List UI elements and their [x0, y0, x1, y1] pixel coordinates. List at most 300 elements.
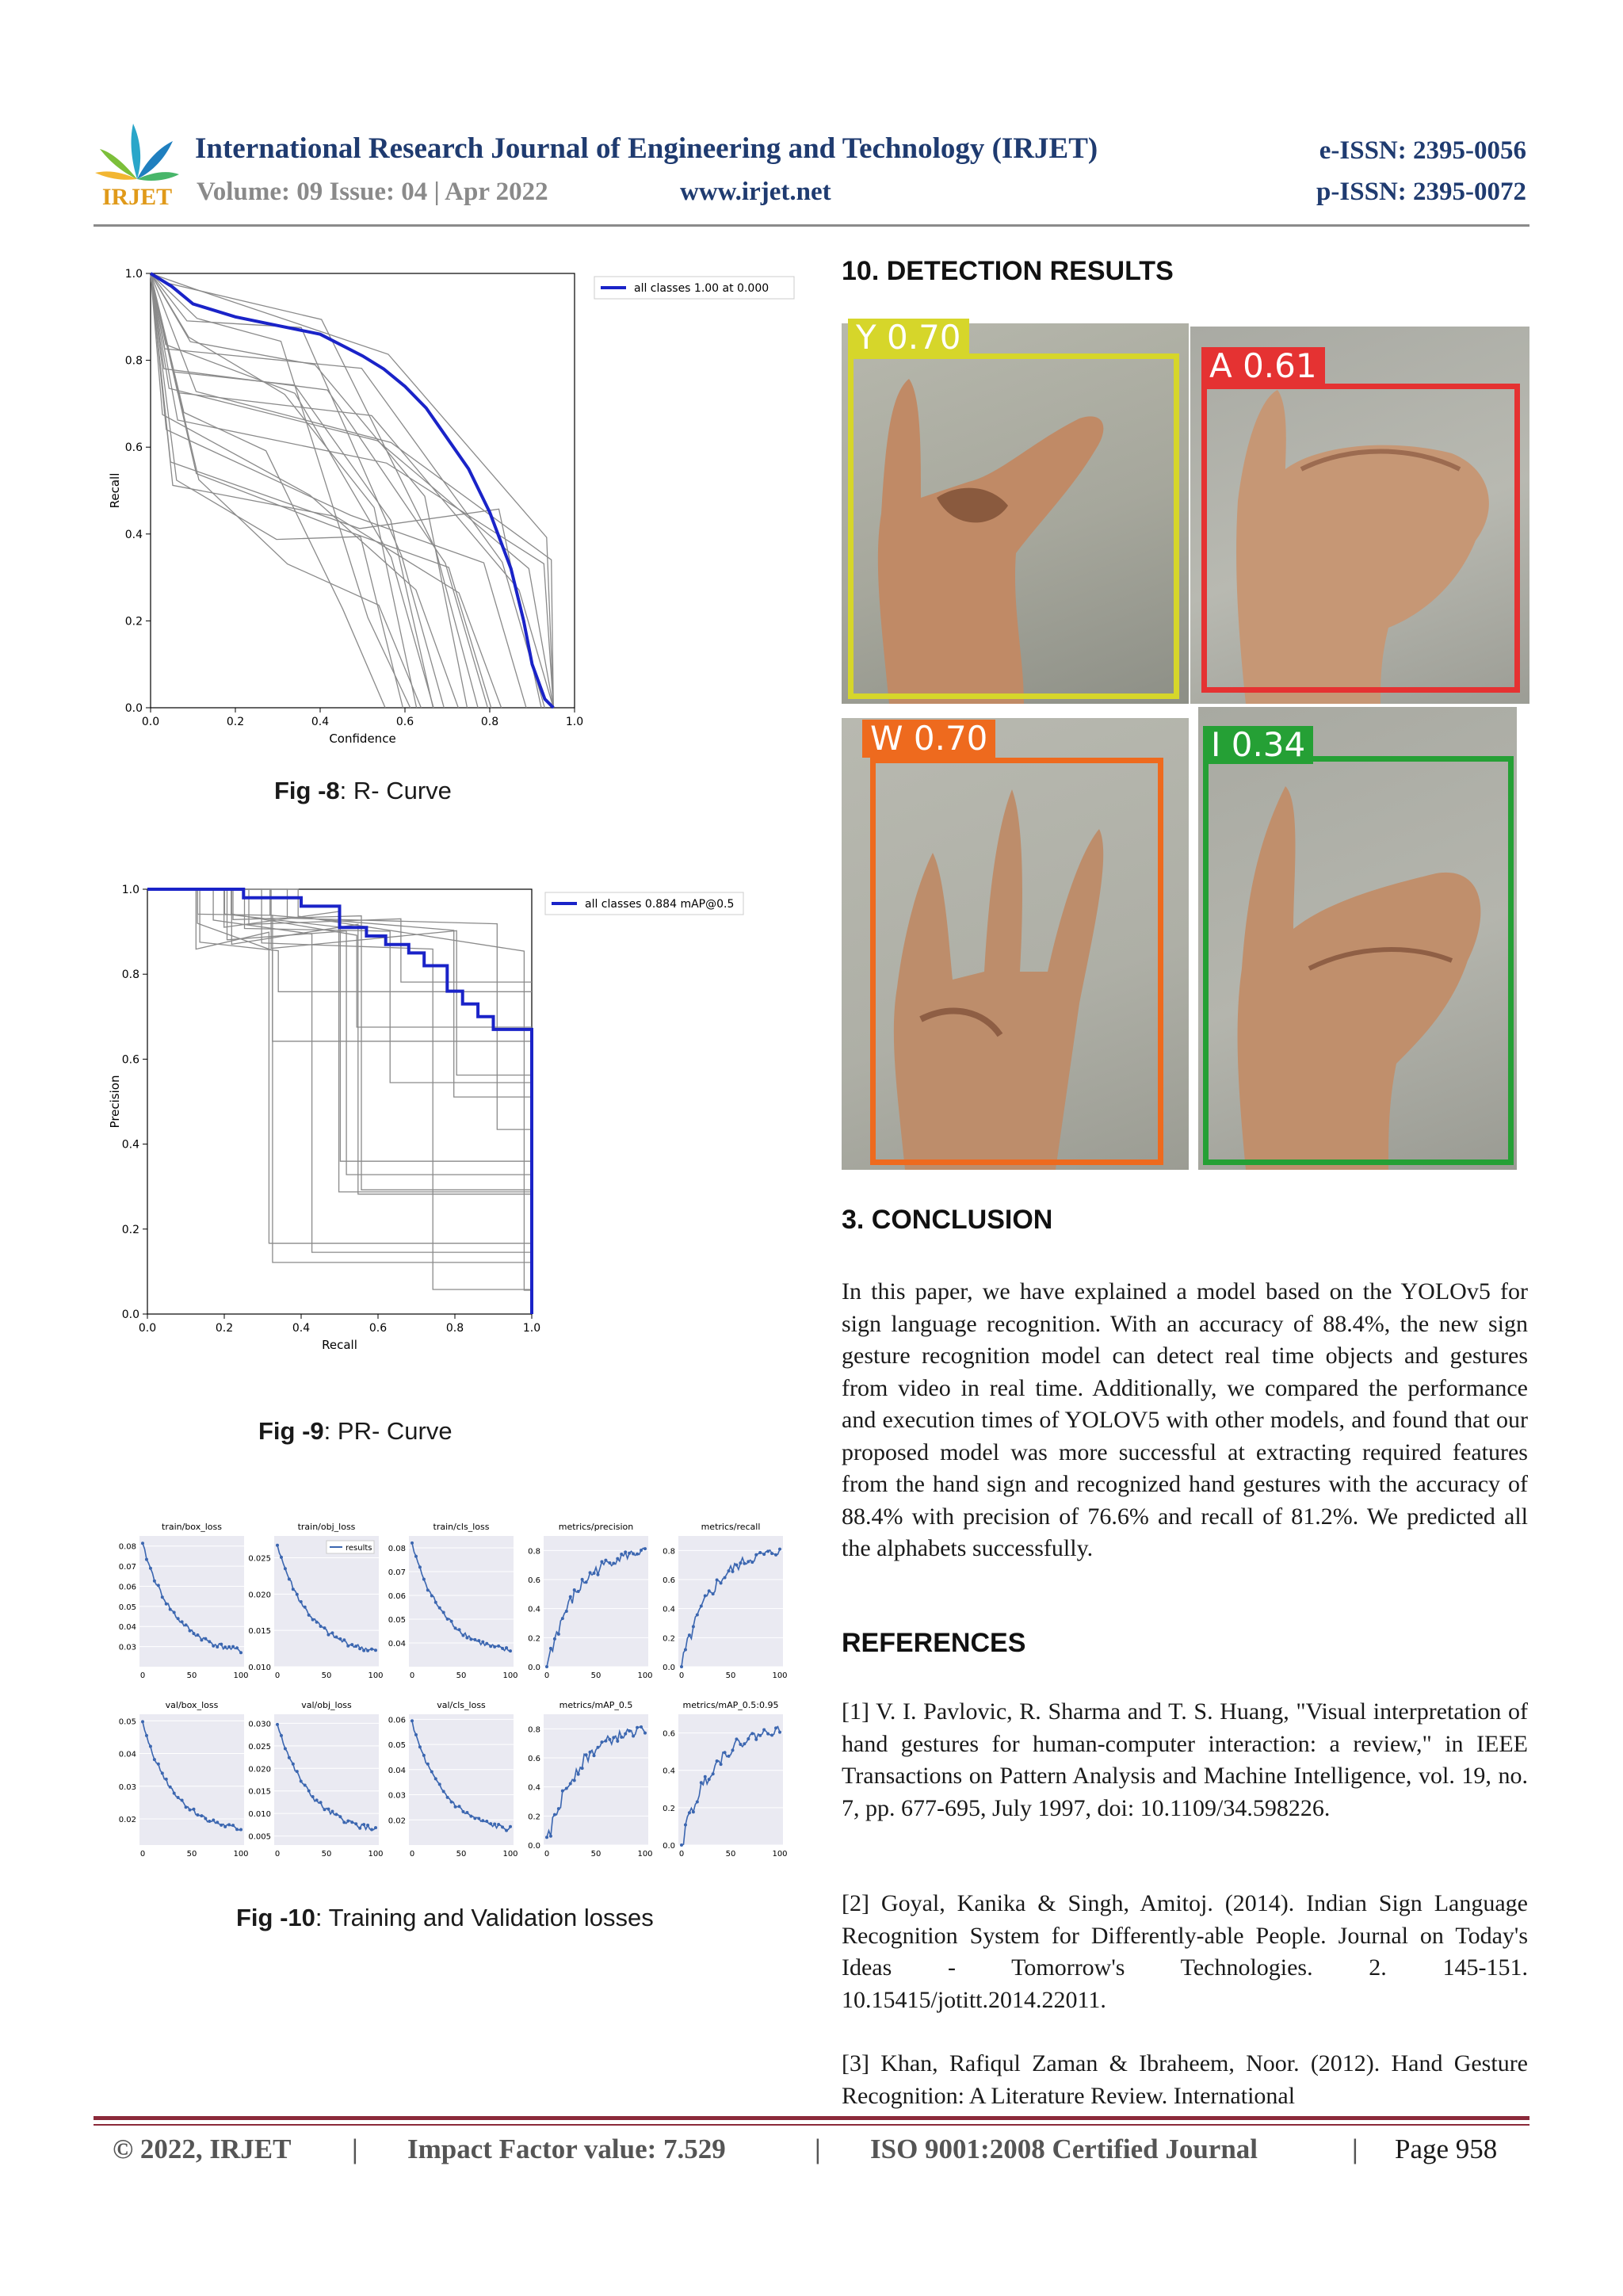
bbox-w: [870, 758, 1163, 1165]
panel-y-tick-label: 0.05: [388, 1616, 406, 1625]
panel-point: [493, 1823, 496, 1826]
panel-y-tick-label: 0.04: [118, 1750, 136, 1759]
x-axis-label: Recall: [322, 1338, 357, 1352]
panel-x-tick-label: 0: [544, 1671, 550, 1680]
panel-point: [157, 1763, 160, 1766]
y-tick-label: 0.8: [124, 354, 143, 368]
y-tick-label: 1.0: [124, 268, 143, 281]
panel-point: [141, 1720, 144, 1723]
panel-point: [585, 1753, 588, 1756]
panel-point: [632, 1735, 635, 1738]
panel-point: [292, 1763, 295, 1766]
panel-point: [481, 1641, 484, 1644]
panel-y-tick-label: 0.020: [248, 1591, 271, 1600]
panel-x-tick-label: 100: [502, 1671, 518, 1680]
panel-point: [450, 1620, 453, 1623]
panel-point: [223, 1825, 227, 1828]
panel-point: [454, 1805, 457, 1809]
panel-x-tick-label: 100: [502, 1850, 518, 1859]
panel-y-tick-label: 0.2: [663, 1634, 675, 1644]
panel-point: [300, 1780, 303, 1783]
panel-y-tick-label: 0.2: [663, 1804, 675, 1813]
panel-point: [688, 1811, 691, 1814]
panel-y-tick-label: 0.8: [528, 1725, 540, 1735]
r-curve-chart: [103, 262, 816, 753]
panel-point: [581, 1767, 584, 1770]
panel-background: [274, 1536, 379, 1667]
panel-point: [577, 1773, 580, 1776]
panel-x-tick-label: 100: [772, 1671, 788, 1680]
panel-point: [688, 1633, 691, 1637]
panel-point: [323, 1808, 327, 1811]
y-axis-label: Precision: [108, 1075, 122, 1129]
panel-point: [288, 1577, 291, 1580]
panel-point: [200, 1638, 203, 1641]
conclusion-paragraph: In this paper, we have explained a model based on the YOLOv5 for sign language recognition. With an accuracy of 88.4%, the new sign gesture recognition model can detect real time objects and gestures from video in real time. Additionally, we compared the performance and execution times of YOLOV5 with other models, and found that our proposed model was more successful at extracting required features from the hand sign and recognized hand gestures with the accuracy of 88.4% with precision of 76.6% and recall of 81.2%. We predicted all the alphabets successfully.: [842, 1278, 1528, 1561]
panel-point: [589, 1751, 592, 1754]
panel-x-tick-label: 0: [409, 1671, 415, 1680]
footer-page-number: Page 958: [1395, 2134, 1498, 2164]
panel-point: [643, 1547, 647, 1550]
panel-point: [422, 1754, 426, 1757]
panel-point: [145, 1558, 148, 1561]
panel-point: [327, 1808, 330, 1811]
panel-point: [338, 1637, 342, 1641]
panel-y-tick-label: 0.6: [663, 1576, 675, 1585]
panel-point: [185, 1623, 188, 1626]
detection-image-w: [842, 718, 1189, 1170]
panel-point: [350, 1643, 353, 1646]
panel-point: [608, 1561, 611, 1564]
panel-point: [720, 1763, 723, 1766]
panel-x-tick-label: 100: [637, 1850, 653, 1859]
panel-y-tick-label: 0.6: [528, 1576, 540, 1585]
panel-point: [505, 1646, 508, 1649]
panel-y-tick-label: 0.03: [388, 1791, 406, 1801]
y-tick-label: 0.4: [121, 1138, 139, 1152]
panel-point: [708, 1589, 711, 1592]
panel-point: [192, 1632, 195, 1635]
journal-website-link[interactable]: www.irjet.net: [680, 178, 831, 206]
footer-separator: |: [1352, 2134, 1358, 2164]
x-tick-label: 1.0: [522, 1322, 541, 1335]
panel-point: [557, 1807, 560, 1810]
panel-point: [276, 1544, 279, 1547]
fig10-caption-label: Fig -10: [236, 1904, 315, 1931]
panel-point: [288, 1756, 291, 1759]
panel-point: [489, 1645, 492, 1648]
panel-point: [604, 1559, 607, 1562]
x-tick-label: 0.2: [226, 716, 245, 728]
panel-point: [731, 1748, 734, 1752]
panel-point: [604, 1740, 607, 1743]
bbox-label-i: I 0.34: [1203, 726, 1313, 764]
fig10-caption: [236, 1904, 654, 1932]
panel-point: [477, 1639, 480, 1642]
panel-point: [612, 1736, 615, 1739]
panel-y-tick-label: 0.06: [388, 1716, 406, 1725]
panel-title: val/box_loss: [165, 1700, 219, 1710]
panel-point: [446, 1618, 449, 1621]
panel-y-tick-label: 0.025: [248, 1554, 271, 1564]
fig9-caption-label: Fig -9: [258, 1417, 324, 1445]
panel-point: [628, 1729, 631, 1733]
panel-point: [149, 1744, 152, 1748]
panel-y-tick-label: 0.05: [118, 1603, 136, 1612]
panel-point: [450, 1801, 453, 1804]
panel-point: [553, 1813, 556, 1817]
panel-point: [311, 1618, 315, 1622]
y-tick-label: 0.8: [121, 968, 139, 982]
panel-point: [330, 1810, 334, 1813]
panel-title: train/cls_loss: [433, 1522, 490, 1532]
panel-y-tick-label: 0.4: [663, 1767, 675, 1776]
panel-point: [192, 1808, 195, 1811]
panel-point: [501, 1647, 504, 1650]
panel-y-tick-label: 0.030: [248, 1720, 271, 1729]
panel-point: [754, 1553, 758, 1557]
panel-y-tick-label: 0.0: [528, 1664, 540, 1672]
panel-point: [307, 1614, 311, 1617]
panel-point: [196, 1633, 199, 1637]
panel-point: [231, 1824, 235, 1827]
panel-point: [239, 1651, 242, 1654]
panel-point: [593, 1572, 596, 1575]
panel-point: [497, 1823, 500, 1826]
panel-point: [640, 1549, 643, 1552]
panel-x-tick-label: 0: [274, 1671, 281, 1680]
panel-point: [750, 1561, 754, 1564]
panel-point: [438, 1606, 441, 1610]
panel-point: [346, 1645, 349, 1648]
panel-x-tick-label: 50: [186, 1671, 197, 1680]
panel-point: [700, 1604, 703, 1607]
panel-point: [330, 1631, 334, 1634]
header-divider: [94, 224, 1529, 227]
panel-point: [770, 1552, 773, 1555]
references-heading: REFERENCES: [842, 1628, 1026, 1658]
panel-point: [700, 1781, 703, 1784]
y-tick-label: 0.6: [124, 441, 143, 455]
panel-point: [680, 1665, 683, 1668]
panel-point: [485, 1642, 488, 1645]
panel-point: [561, 1617, 564, 1620]
fig10-caption-text: : Training and Validation losses: [315, 1904, 654, 1931]
panel-y-tick-label: 0.04: [388, 1640, 406, 1648]
bbox-y: [848, 353, 1179, 699]
panel-point: [334, 1635, 338, 1638]
panel-y-tick-label: 0.6: [663, 1729, 675, 1739]
x-tick-label: 0.4: [292, 1322, 311, 1335]
detection-results-heading: 10. DETECTION RESULTS: [842, 256, 1174, 286]
panel-point: [227, 1645, 231, 1648]
panel-point: [442, 1611, 445, 1614]
panel-point: [557, 1633, 560, 1636]
panel-point: [227, 1823, 231, 1826]
panel-point: [442, 1790, 445, 1793]
panel-title: val/obj_loss: [301, 1700, 352, 1710]
panel-point: [366, 1824, 369, 1827]
e-issn: e-ISSN: 2395-0056: [1319, 136, 1526, 165]
panel-point: [354, 1645, 357, 1648]
panel-y-tick-label: 0.4: [663, 1605, 675, 1614]
conclusion-heading: 3. CONCLUSION: [842, 1205, 1053, 1235]
bbox-label-a: A 0.61: [1201, 347, 1325, 385]
legend-label: all classes 1.00 at 0.000: [634, 282, 769, 295]
y-axis-label: Recall: [108, 472, 122, 509]
panel-point: [231, 1645, 235, 1648]
x-tick-label: 0.6: [369, 1322, 388, 1335]
panel-point: [204, 1637, 207, 1641]
panel-point: [165, 1603, 168, 1606]
panel-x-tick-label: 0: [544, 1850, 550, 1859]
panel-point: [636, 1726, 639, 1729]
panel-point: [296, 1770, 299, 1773]
panel-point: [280, 1734, 283, 1737]
panel-point: [292, 1587, 295, 1591]
pr-curve-chart: [103, 876, 816, 1367]
panel-x-tick-label: 0: [139, 1671, 146, 1680]
panel-point: [296, 1593, 299, 1596]
panel-y-tick-label: 0.08: [118, 1542, 136, 1552]
panel-point: [724, 1576, 727, 1580]
panel-point: [501, 1825, 504, 1828]
panel-y-tick-label: 0.04: [118, 1623, 136, 1633]
panel-point: [640, 1725, 643, 1729]
panel-point: [489, 1822, 492, 1825]
plot-frame: [147, 889, 532, 1314]
panel-y-tick-label: 0.0: [528, 1842, 540, 1851]
fig9-caption-text: : PR- Curve: [323, 1417, 453, 1445]
panel-point: [624, 1733, 627, 1736]
panel-y-tick-label: 0.0: [663, 1664, 675, 1672]
panel-point: [549, 1835, 552, 1838]
x-tick-label: 0.6: [395, 716, 414, 728]
bbox-i: [1203, 756, 1514, 1165]
panel-point: [735, 1564, 738, 1567]
panel-point: [370, 1828, 373, 1832]
panel-point: [585, 1580, 588, 1584]
panel-y-tick-label: 0.02: [118, 1816, 136, 1824]
panel-title: metrics/precision: [558, 1522, 634, 1532]
panel-point: [469, 1637, 472, 1641]
panel-point: [208, 1640, 211, 1643]
panel-x-tick-label: 50: [321, 1671, 332, 1680]
panel-point: [696, 1800, 699, 1803]
panel-point: [212, 1818, 215, 1821]
detection-image-y: [842, 318, 1189, 704]
panel-point: [374, 1648, 377, 1652]
panel-point: [739, 1561, 742, 1564]
training-losses-chart: [95, 1514, 788, 1870]
panel-point: [778, 1731, 781, 1734]
detection-image-i: [1198, 707, 1517, 1170]
panel-point: [458, 1805, 461, 1808]
panel-point: [141, 1541, 144, 1545]
panel-point: [465, 1811, 468, 1814]
panel-x-tick-label: 100: [233, 1671, 249, 1680]
panel-y-tick-label: 0.025: [248, 1742, 271, 1752]
panel-point: [692, 1810, 695, 1813]
logo-text: IRJET: [101, 184, 173, 210]
panel-point: [173, 1792, 176, 1795]
fig8-caption: [274, 777, 452, 805]
panel-x-tick-label: 100: [368, 1850, 384, 1859]
panel-x-tick-label: 50: [725, 1850, 736, 1859]
panel-point: [485, 1820, 488, 1823]
panel-point: [145, 1734, 148, 1737]
panel-title: metrics/mAP_0.5:0.95: [682, 1700, 779, 1710]
panel-point: [338, 1815, 342, 1818]
panel-point: [497, 1645, 500, 1648]
panel-point: [196, 1813, 199, 1817]
panel-x-tick-label: 50: [590, 1671, 601, 1680]
panel-point: [608, 1738, 611, 1741]
panel-point: [684, 1823, 687, 1826]
panel-point: [235, 1646, 239, 1649]
panel-point: [315, 1798, 319, 1801]
panel-point: [731, 1570, 734, 1573]
panel-title: metrics/mAP_0.5: [559, 1700, 633, 1710]
panel-point: [276, 1723, 279, 1726]
panel-point: [300, 1600, 303, 1603]
panel-point: [739, 1743, 742, 1746]
y-tick-label: 0.4: [124, 528, 143, 541]
panel-point: [454, 1626, 457, 1629]
panel-point: [362, 1649, 365, 1652]
panel-y-tick-label: 0.020: [248, 1765, 271, 1775]
panel-y-tick-label: 0.6: [528, 1755, 540, 1763]
panel-point: [354, 1822, 357, 1825]
panel-point: [311, 1795, 315, 1798]
panel-point: [624, 1550, 627, 1553]
panel-point: [473, 1817, 476, 1820]
panel-point: [319, 1801, 323, 1804]
panel-background: [544, 1536, 648, 1667]
panel-point: [284, 1747, 287, 1750]
panel-point: [461, 1810, 464, 1813]
panel-point: [720, 1582, 723, 1585]
panel-y-tick-label: 0.07: [388, 1568, 406, 1577]
panel-point: [680, 1843, 683, 1847]
panel-point: [770, 1733, 773, 1736]
x-tick-label: 0.0: [138, 1322, 157, 1335]
panel-point: [620, 1553, 623, 1556]
panel-y-tick-label: 0.07: [118, 1563, 136, 1572]
panel-point: [204, 1817, 207, 1820]
panel-x-tick-label: 50: [725, 1671, 736, 1680]
panel-point: [189, 1629, 192, 1633]
panel-point: [762, 1728, 766, 1731]
panel-point: [716, 1759, 719, 1763]
panel-y-tick-label: 0.8: [663, 1547, 675, 1557]
y-tick-label: 0.6: [121, 1053, 139, 1067]
panel-point: [434, 1601, 437, 1604]
panel-y-tick-label: 0.06: [388, 1592, 406, 1601]
volume-issue: Volume: 09 Issue: 04 | Apr 2022: [197, 178, 548, 206]
fig8-caption-label: Fig -8: [274, 777, 340, 804]
y-tick-label: 0.0: [121, 1308, 139, 1321]
p-issn: p-ISSN: 2395-0072: [1316, 178, 1526, 206]
panel-y-tick-label: 0.015: [248, 1787, 271, 1797]
panel-title: train/obj_loss: [297, 1522, 356, 1532]
footer-separator: |: [815, 2134, 821, 2164]
panel-point: [411, 1541, 414, 1545]
panel-y-tick-label: 0.8: [528, 1547, 540, 1557]
panel-point: [589, 1571, 592, 1574]
panel-point: [370, 1648, 373, 1651]
panel-background: [678, 1536, 783, 1667]
panel-point: [581, 1578, 584, 1581]
panel-y-tick-label: 0.03: [118, 1782, 136, 1792]
panel-point: [173, 1611, 176, 1614]
panel-point: [280, 1556, 283, 1559]
panel-title: train/box_loss: [162, 1522, 222, 1532]
panel-point: [465, 1637, 468, 1640]
panel-point: [545, 1836, 548, 1839]
panel-point: [473, 1638, 476, 1641]
panel-y-tick-label: 0.0: [663, 1842, 675, 1851]
panel-point: [565, 1787, 568, 1790]
panel-x-tick-label: 50: [321, 1850, 332, 1859]
panel-point: [708, 1778, 711, 1781]
panel-point: [438, 1782, 441, 1786]
panel-x-tick-label: 0: [678, 1850, 685, 1859]
panel-point: [636, 1553, 639, 1556]
panel-point: [177, 1796, 180, 1799]
panel-y-tick-label: 0.05: [388, 1741, 406, 1751]
fig9-caption: [258, 1417, 453, 1446]
panel-point: [342, 1638, 346, 1641]
panel-point: [712, 1592, 715, 1595]
panel-point: [374, 1826, 377, 1829]
panel-point: [628, 1552, 631, 1555]
panel-y-tick-label: 0.03: [118, 1643, 136, 1652]
panel-y-tick-label: 0.010: [248, 1810, 271, 1820]
panel-point: [181, 1620, 184, 1623]
y-tick-label: 1.0: [121, 884, 139, 896]
panel-point: [509, 1825, 512, 1828]
panel-point: [616, 1740, 619, 1743]
panel-point: [696, 1613, 699, 1616]
x-tick-label: 0.0: [141, 716, 160, 728]
panel-x-tick-label: 50: [590, 1850, 601, 1859]
panel-point: [430, 1595, 433, 1598]
panel-point: [169, 1608, 172, 1611]
panel-point: [724, 1751, 727, 1754]
panel-x-tick-label: 100: [772, 1850, 788, 1859]
panel-point: [181, 1798, 184, 1801]
panel-y-tick-label: 0.08: [388, 1545, 406, 1553]
panel-x-tick-label: 0: [409, 1850, 415, 1859]
panel-point: [350, 1820, 353, 1824]
panel-y-tick-label: 0.05: [118, 1717, 136, 1727]
panel-point: [458, 1628, 461, 1631]
panel-x-tick-label: 50: [186, 1850, 197, 1859]
panel-y-tick-label: 0.04: [388, 1766, 406, 1775]
panel-point: [754, 1738, 758, 1741]
panel-point: [426, 1763, 430, 1766]
panel-point: [616, 1557, 619, 1561]
y-tick-label: 0.0: [124, 702, 143, 715]
panel-point: [632, 1553, 635, 1556]
panel-title: val/cls_loss: [437, 1700, 486, 1710]
panel-point: [735, 1737, 738, 1740]
bbox-a: [1201, 384, 1520, 693]
panel-y-tick-label: 0.4: [528, 1783, 540, 1793]
panel-point: [346, 1820, 349, 1823]
panel-point: [157, 1584, 160, 1587]
